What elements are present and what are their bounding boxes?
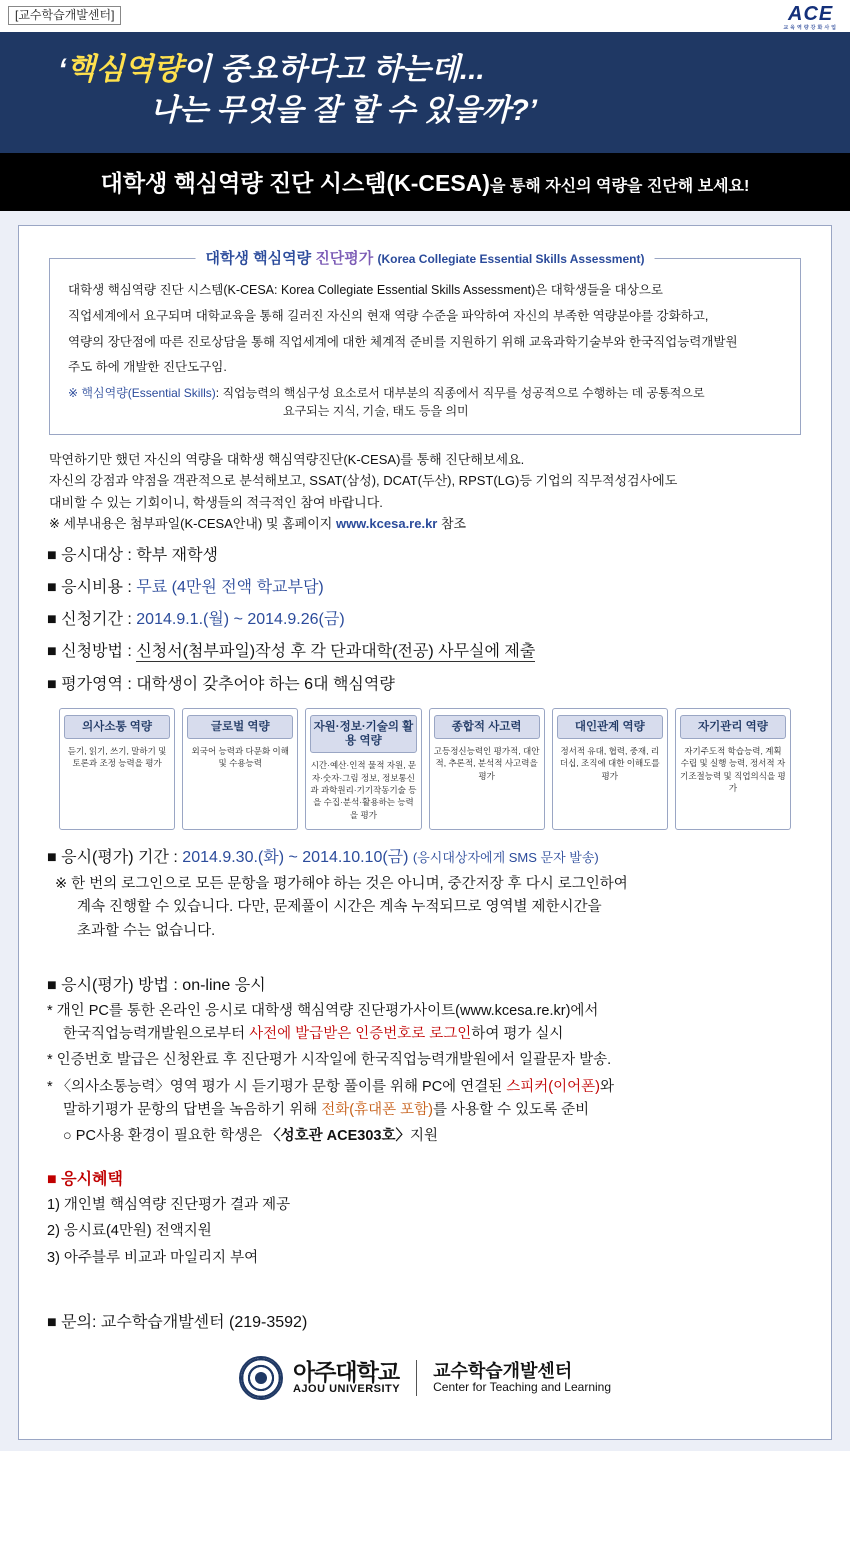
exam-bullet-3 <box>47 1076 803 1122</box>
kcesa-website-link[interactable]: www.kcesa.re.kr <box>335 516 438 532</box>
definition-note-mark: ※ <box>68 386 79 400</box>
competency-card-4 <box>429 708 545 830</box>
headline-line-1 <box>0 50 850 91</box>
definition-title-violet: 진단평가 <box>315 250 374 267</box>
bullet1-line2-post: 하여 평가 실시 <box>471 1026 564 1043</box>
exam-bullet-2: * 인증번호 발급은 신청완료 후 진단평가 시작일에 한국직업능력개발원에서 일괄문자 발송. <box>47 1052 612 1069</box>
subtitle-strong: 대학생 핵심역량 진단 시스템(K-CESA) <box>100 170 490 196</box>
definition-paragraph-1: 대학생 핵심역량 진단 시스템(K-CESA: Korea Collegiate Essential Skills Assessment)은 대학생들을 대상으로 <box>68 283 663 297</box>
competency-card-3 <box>305 708 421 830</box>
competency-desc-4: 고등정신능력인 평가적, 대안적, 추론적, 분석적 사고력을 평가 <box>433 746 540 781</box>
target-label: ■ 응시대상 : <box>47 546 137 564</box>
bullet3-highlight-1: 스피커(이어폰) <box>506 1078 600 1095</box>
footer-divider <box>416 1360 417 1396</box>
exam-period-label: ■ 응시(평가) 기간 : <box>47 849 183 866</box>
period-label: ■ 신청기간 : <box>47 611 137 629</box>
definition-paragraph-2: 직업세계에서 요구되며 대학교육을 통해 길러진 자신의 현재 역량 수준을 파악하여 자신의 부족한 역량분야를 강화하고, <box>68 308 709 323</box>
center-name <box>433 1361 611 1395</box>
ace-logo-sub: 교육역량강화사업 <box>783 25 838 31</box>
university-name <box>293 1360 400 1396</box>
university-name-en: AJOU UNIVERSITY <box>292 1383 401 1396</box>
headline-banner <box>0 32 850 153</box>
target-value: 학부 재학생 <box>136 546 219 564</box>
headline-line1-rest: 이 중요하다고 하는데... <box>182 53 485 86</box>
exam-bullet-4 <box>47 1125 803 1148</box>
center-tag: [교수학습개발센터] <box>8 6 121 25</box>
info-item-target <box>43 535 807 567</box>
competency-desc-3: 시간·예산·인적 물적 자원, 문자·숫자·그림 정보, 정보통신과 과학원리·기기작동기술 등을 수집·분석·활용하는 능력을 평가 <box>310 760 417 820</box>
lead-line4-pre: ※ 세부내용은 첨부파일(K-CESA안내) 및 홈페이지 <box>49 516 336 532</box>
ace-logo <box>783 4 838 31</box>
competency-desc-1: 듣기, 읽기, 쓰기, 말하기 및 토론과 조정 능력을 평가 <box>67 746 167 769</box>
definition-note-rest: : 직업능력의 핵심구성 요소로서 대부분의 직종에서 직무를 성공적으로 수행하는 데 공통적으로 <box>215 386 705 400</box>
competency-desc-2: 외국어 능력과 다문화 이해 및 수용능력 <box>191 746 289 769</box>
definition-box <box>49 250 801 435</box>
exam-method-label: ■ 응시(평가) 방법 : <box>47 976 183 994</box>
definition-paragraph-4: 주도 하에 개발한 진단도구임. <box>68 360 227 375</box>
exam-note-line-3: 초과할 수는 없습니다. <box>77 922 216 939</box>
spacer-3 <box>37 1270 813 1292</box>
headline-line-2: 나는 무엇을 잘 할 수 있을까?’ <box>150 93 538 127</box>
top-bar <box>0 0 850 32</box>
definition-note-line2: 요구되는 지식, 기술, 태도 등을 의미 <box>283 404 469 418</box>
cost-value: 무료 (4만원 전액 학교부담) <box>136 578 324 596</box>
benefit-item-2: 2) 응시료(4만원) 전액지원 <box>47 1223 212 1240</box>
lead-line-2: 자신의 강점과 약점을 객관적으로 분석해보고, SSAT(삼성), DCAT(두산), RPST(LG)등 기업의 직무적성검사에도 <box>49 473 678 489</box>
ace-logo-main: ACE <box>788 3 834 25</box>
period-value: 2014.9.1.(월) ~ 2014.9.26(금) <box>136 611 345 629</box>
info-item-period <box>43 599 807 631</box>
competency-name-3: 자원·정보·기술의 활용 역량 <box>310 715 416 754</box>
exam-bullet-3-line-1 <box>47 1076 803 1099</box>
spacer-2 <box>37 1148 813 1164</box>
competency-card-6 <box>675 708 791 830</box>
lead-line-1: 막연하기만 했던 자신의 역량을 대학생 핵심역량진단(K-CESA)를 통해 진단해보세요. <box>49 452 525 467</box>
subtitle-normal: 을 통해 자신의 역량을 진단해 보세요! <box>489 178 750 195</box>
lead-line-3: 대비할 수 있는 기회이니, 학생들의 적극적인 참여 바랍니다. <box>49 494 383 510</box>
competency-desc-6: 자기주도적 학습능력, 계획 수립 및 실행 능력, 정서적 자기조절능력 및 직업의식을 평가 <box>680 746 786 793</box>
exam-method-value: on-line 응시 <box>182 976 266 994</box>
exam-note-line-2: 계속 진행할 수 있습니다. 다만, 문제풀이 시간은 계속 누적되므로 영역별 제한시간을 <box>77 899 602 916</box>
exam-bullet-1-line-2 <box>47 1023 803 1046</box>
exam-bullet-1 <box>47 1000 803 1046</box>
benefit-item-1: 1) 개인별 핵심역량 진단평가 결과 제공 <box>47 1197 291 1214</box>
info-item-area <box>43 664 807 696</box>
competency-name-1: 의사소통 역량 <box>64 715 170 739</box>
method-value: 신청서(첨부파일)작성 후 각 단과대학(전공) 사무실에 제출 <box>136 643 536 661</box>
university-name-kr: 아주대학교 <box>292 1359 400 1386</box>
bullet4-location: 〈성호관 ACE303호〉 <box>266 1127 410 1144</box>
benefits-title: ■ 응시혜택 <box>47 1171 123 1189</box>
area-value: 대학생이 갖추어야 하는 6대 핵심역량 <box>136 675 395 693</box>
competency-name-5: 대인관계 역량 <box>557 715 663 739</box>
bullet1-line2-highlight: 사전에 발급받은 인증번호로 로그인 <box>249 1026 472 1043</box>
definition-note-term: 핵심역량(Essential Skills) <box>81 386 216 400</box>
lead-paragraph <box>49 449 801 535</box>
benefit-item-3: 3) 아주블루 비교과 마일리지 부여 <box>47 1249 259 1266</box>
definition-note <box>68 384 782 420</box>
lead-line4-post: 참조 <box>437 516 467 532</box>
exam-note-block <box>55 873 795 943</box>
footer-logo-block <box>37 1356 813 1400</box>
bullet3-highlight-2: 전화(휴대폰 포함) <box>321 1101 433 1118</box>
exam-period-note: (응시대상자에게 SMS 문자 발송) <box>412 850 599 865</box>
cost-label: ■ 응시비용 : <box>47 578 137 596</box>
definition-title <box>196 247 655 268</box>
competency-card-2 <box>182 708 298 830</box>
competency-name-4: 종합적 사고력 <box>434 715 540 739</box>
spacer-1 <box>37 943 813 965</box>
lead-line-4 <box>49 513 801 534</box>
quote-open: ‘ <box>58 53 67 86</box>
bullet1-line2-pre: 한국직업능력개발원으로부터 <box>63 1026 250 1043</box>
definition-title-main: 대학생 핵심역량 <box>205 250 312 267</box>
competency-name-2: 글로벌 역량 <box>187 715 293 739</box>
exam-period-item <box>43 830 807 869</box>
exam-bullet-3-line-2 <box>47 1099 803 1122</box>
competency-card-1 <box>59 708 175 830</box>
exam-note-line-1: ※ 한 번의 로그인으로 모든 문항을 평가해야 하는 것은 아니며, 중간저장 후 다시 로그인하여 <box>55 876 628 893</box>
headline-highlight: 핵심역량 <box>66 53 183 86</box>
content-card <box>18 225 832 1440</box>
body-area <box>0 211 850 1451</box>
method-label: ■ 신청방법 : <box>47 643 137 661</box>
info-item-method <box>43 631 807 663</box>
competency-desc-5: 정서적 유대, 협력, 중재, 리더십, 조직에 대한 이해도를 평가 <box>559 746 660 781</box>
bullet3-pre: * 〈의사소통능력〉영역 평가 시 듣기평가 문항 풀이를 위해 PC에 연결된 <box>47 1078 507 1095</box>
competency-card-5 <box>552 708 668 830</box>
competency-row <box>59 708 791 830</box>
bullet3-line2-post: 를 사용할 수 있도록 준비 <box>433 1101 590 1118</box>
university-seal-icon <box>239 1356 283 1400</box>
bullet3-mid: 와 <box>599 1078 614 1095</box>
definition-title-sub: (Korea Collegiate Essential Skills Assessment) <box>377 252 645 266</box>
area-label: ■ 평가영역 : <box>47 675 137 693</box>
center-name-kr: 교수학습개발센터 <box>433 1360 573 1381</box>
bullet3-line2-pre: 말하기평가 문항의 답변을 녹음하기 위해 <box>63 1101 322 1118</box>
bullet4-pre: ○ PC사용 환경이 필요한 학생은 <box>63 1127 267 1144</box>
center-name-en: Center for Teaching and Learning <box>433 1380 612 1395</box>
info-item-cost <box>43 567 807 599</box>
exam-bullet-1-line-1: * 개인 PC를 통한 온라인 응시로 대학생 핵심역량 진단평가사이트(www.kcesa.re.kr)에서 <box>47 1002 599 1019</box>
spacer-4 <box>37 1292 813 1302</box>
contact-item: ■ 문의: 교수학습개발센터 (219-3592) <box>47 1313 308 1331</box>
competency-name-6: 자기관리 역량 <box>680 715 786 739</box>
subtitle-band <box>0 153 850 211</box>
exam-period-value: 2014.9.30.(화) ~ 2014.10.10(금) <box>182 849 413 866</box>
exam-method-item <box>43 965 807 997</box>
definition-paragraph-3: 역량의 장단점에 따른 진로상담을 통해 직업세계에 대한 체계적 준비를 지원하기 위해 교육과학기술부와 한국직업능력개발원 <box>68 334 738 349</box>
bullet4-post: 지원 <box>410 1127 439 1144</box>
